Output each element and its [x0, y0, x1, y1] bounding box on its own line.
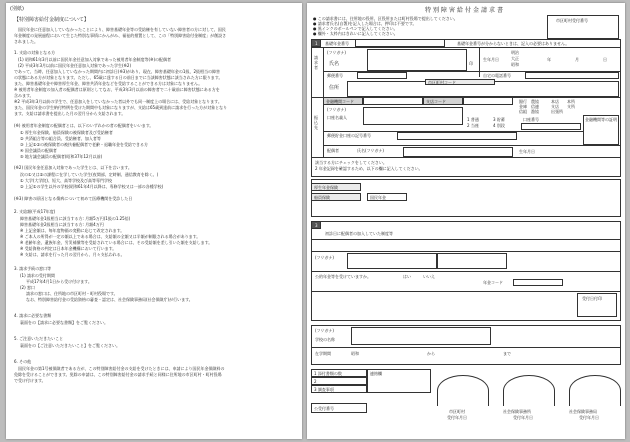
notice-title: 【特別障害給付金制度について】: [14, 17, 89, 23]
receipt-label: 社会保険事務所: [503, 409, 531, 414]
text-line: 裏面をの【ご注意いただきたいこと】をご覧ください。: [20, 343, 120, 348]
stamp-circle: [437, 375, 489, 406]
section-title: 5. ご注意いただきたいこと: [14, 336, 64, 341]
spouse-name-input[interactable]: [403, 147, 513, 157]
instruction-line: ● この請求書には、住所地の役所、区役所または町村役場で提出してください。: [313, 16, 458, 21]
account-kind[interactable]: 3 貯蓄: [493, 117, 505, 122]
section-title: 3. 請求手続の窓口等: [14, 266, 52, 271]
furigana-label: (フリガナ): [315, 255, 334, 260]
account-kind[interactable]: 4 別段: [493, 123, 505, 128]
section-title: 1. 支給の対象となる方: [14, 50, 56, 55]
subsection-title: (※) 被用者年金制度の配偶者とは、以下のいずれかの者の配偶者をいいます。: [14, 123, 154, 128]
era-option[interactable]: 昭和: [511, 62, 519, 67]
receipt-sub: 受付年月日: [447, 415, 467, 420]
text-line: なお、特別障害給付金の受給資格の審査・認定は、社会保険事務局(社会保険庁)が行います。: [26, 297, 193, 302]
era-option: 昭和: [351, 351, 359, 356]
text-line: で受け付けます。: [14, 378, 46, 383]
birth-label: 生年月日: [483, 57, 499, 62]
postal-bank-label: 郵便貯金口座の記号番号: [327, 133, 371, 138]
form-title: 特別障害給付金請求書: [425, 7, 506, 14]
name-input[interactable]: [367, 49, 467, 71]
office-row: 3 調査事項: [311, 385, 367, 393]
spouse-dob-input[interactable]: [437, 253, 507, 269]
history-row-label: 船員保険: [311, 193, 361, 201]
section-number: 3: [311, 221, 321, 229]
bank-type[interactable]: 銀行: [519, 99, 527, 104]
bank-cert-box: 金融機関等の証明: [583, 115, 619, 145]
account-no-label: 口座番号: [523, 117, 539, 122]
branch-type[interactable]: 支店: [551, 104, 559, 109]
furigana-label: (フリガナ): [315, 328, 334, 333]
list-item: ⑤ 地方議会議員の配偶者(昭和37年12月以前): [20, 154, 103, 159]
list-item: ③ 上記①②の被保険者の被扶養配偶者で老齢・退職年金を受給できる方: [20, 142, 149, 147]
text-line: ※ 被用者年金制度の加入者の配偶者は原則としてなお、平成3年3月以前の障害者で二十歳前に障害状態にある方を: [14, 87, 220, 92]
text-line: 請求の窓口は、住所地の市区町村・町村役場です。: [26, 291, 118, 296]
contact-box: 連絡欄: [367, 369, 431, 393]
account-type[interactable]: 1 普通: [467, 117, 479, 122]
furigana-label: (フリガナ): [327, 107, 346, 112]
text-line: 免除を受けることができます。免除の申請は、この特別障害給付金の請求手続と同様に住所地の市区町村・町村役場: [14, 372, 222, 377]
footnote: (※3) 障害の原因となる傷病について初めて医療機関を受診した日: [14, 196, 133, 201]
text-line: 障害基礎年金1級相当に該当する方: 月額5万円(1級の1.25倍): [20, 216, 131, 221]
text-line: ※2 平成3年3月以前の学生で、任意加入をしていなかった者以外でも同一制度上の場合には、受給対象となります。: [14, 99, 222, 104]
office-number-box: [547, 15, 619, 39]
bank-type[interactable]: 信連: [531, 104, 539, 109]
history-row-label: 厚生年金保険: [311, 183, 361, 191]
branch-code-input[interactable]: [463, 97, 513, 105]
form-number: (別紙): [10, 6, 24, 12]
history-row-label: 国民年金: [367, 193, 407, 201]
receipt-label: 市区町村: [449, 409, 465, 414]
school-input[interactable]: [351, 327, 491, 345]
text-line: ※ 老齢年金、遺族年金、労災補償等を受給されている場合には、その受給額を差し引いた額を支給します。: [20, 240, 213, 245]
pension-code-input[interactable]: [513, 279, 563, 286]
postal-bank-input[interactable]: [397, 132, 517, 140]
text-line: 含みます。: [14, 93, 34, 98]
text-line: 裏面をの【請求に必要な書類】をご覧ください。: [20, 320, 108, 325]
text-line: また、障害基礎年金や障害厚生年金、障害共済年金などを受給することができる方は対象になりません。: [14, 81, 203, 86]
branch-type[interactable]: 本所: [567, 99, 575, 104]
pension-history-note: 2 年金記録を確認するため、以下の欄に記入してください。: [315, 166, 423, 171]
bank-type[interactable]: 漁協: [531, 109, 539, 114]
furigana-label: 氏名(フリガナ): [357, 148, 384, 153]
list-item: ① 厚生年金保険、船員保険の被保険者及び受給権者: [20, 130, 113, 135]
postal-label: 郵便番号: [327, 73, 343, 78]
branch-code-header: 支店コード: [423, 97, 463, 105]
phone-label: 自宅の電話番号: [483, 73, 511, 78]
ymd-label: 日: [603, 57, 607, 62]
text-line: (2) 窓口: [20, 285, 35, 290]
bank-type[interactable]: 金庫: [519, 104, 527, 109]
section-title: 4. 請求に必要な書類: [14, 313, 52, 318]
spouse-status-label: 初診日に配偶者の加入していた制度等: [325, 231, 393, 236]
text-line: 平成17年4月1日から受け付けます。: [26, 279, 92, 284]
era-option[interactable]: 大正: [511, 56, 519, 61]
branch-type[interactable]: 本店: [551, 99, 559, 104]
section-title: 6. その他: [14, 359, 32, 364]
postal-input[interactable]: [357, 72, 407, 79]
claim-form-page: [307, 3, 625, 439]
notice-page: [6, 3, 302, 439]
received-no-box: 公受付番号: [311, 403, 367, 413]
era-option[interactable]: 明治: [511, 50, 519, 55]
text-line: (1) 昭和61年3月以前に国民年金任意加入対象であった被用者年金制度等(※)の配偶者: [18, 57, 172, 62]
text-line: ※ 受給資格の判定は日本年金機構において行います。: [20, 246, 117, 251]
instruction-line: ● 黒インクのボールペンで記入してください。: [313, 26, 398, 31]
bank-code-input[interactable]: [363, 97, 423, 105]
basic-pension-no-input[interactable]: [355, 39, 445, 47]
spouse-name-label: 配偶者: [327, 148, 339, 153]
text-line: 次の①又は②の課程に在学していた学生(夜間部、定時制、通信教育を除く。): [20, 172, 159, 177]
text-line: ① 大学(大学院)、短大、高等学校及び高等専門学校: [20, 178, 112, 183]
phone-input[interactable]: [525, 72, 619, 79]
bank-code-header: 金融機関コード: [323, 97, 363, 105]
receipt-label: 社会保険事務局: [569, 409, 597, 414]
bank-type[interactable]: 信組: [519, 109, 527, 114]
ymd-label: 年: [547, 57, 551, 62]
account-holder-input[interactable]: [363, 107, 463, 125]
account-holder-label: 口座名義人: [327, 115, 347, 120]
text-line: ※ ご本人の所得が一定の額以上である場合は、支給額の全額又は半額が制限される場合があります。: [20, 234, 201, 239]
claimant-label: 請求者: [314, 55, 318, 70]
text-line: ② 上記①の学生以外の学校(昭和61年4月以降は、専修学校又は一部の各種学校): [20, 184, 164, 189]
instruction-line: ● 請求者氏名(自署)を記入した場合は、押印は不要です。: [313, 21, 417, 26]
subsection-title: (※2) 国民年金任意加入対象であった学生とは、以下を言います。: [14, 165, 132, 170]
intro-line: されました。: [14, 39, 38, 44]
name-label: 氏名: [329, 61, 340, 67]
basic-pension-note: 基礎年金番号が分からないときは、記入の必要はありません。: [457, 41, 570, 46]
pension-code-label: 年金コード: [483, 280, 503, 285]
spouse-info-input[interactable]: [347, 253, 437, 269]
spouse-dob-label: 生年月日: [519, 149, 535, 154]
address-label: 住所: [329, 85, 340, 91]
text-line: ます。支給は請求書を提出した月の翌月分から支給されます。: [14, 111, 126, 116]
no-option[interactable]: いいえ: [423, 274, 435, 279]
intro-line: 年金制度の発展過程において生じた特別な事情にかんがみ、福祉的措置として、この「特別障害給付金制度」が創設さ: [14, 33, 227, 38]
account-no-input[interactable]: [521, 123, 581, 130]
school-period-label: 在学期間: [315, 351, 331, 356]
furigana-label: (フリガナ): [327, 50, 346, 55]
branch-type[interactable]: 支所: [567, 104, 575, 109]
text-line: であって、当時、任意加入していなかった期間内に初診日(※3)があり、現在、障害基礎年金の1級、2級相当の障害: [14, 69, 220, 74]
account-type[interactable]: 2 当座: [467, 123, 479, 128]
office-row: 2: [311, 377, 367, 385]
stamp-circle: [569, 375, 621, 406]
seal-mark: 印: [469, 61, 473, 66]
school-label: 学校の名称: [315, 337, 335, 342]
bank-type[interactable]: 農協: [531, 99, 539, 104]
receipt-sub: 受付年月日: [513, 415, 533, 420]
payee-label: 振込先: [314, 115, 318, 130]
section-number: 1: [311, 39, 321, 47]
check-note: 該当する方にチェックをしてください。: [315, 160, 387, 165]
basic-pension-no-label: 基礎年金番号: [325, 41, 349, 46]
other-pension-note: 公的年金等を受けていますか。: [315, 274, 371, 279]
office-row: 1 添付書類の数: [311, 369, 367, 377]
stamp-circle: [503, 375, 555, 406]
intro-line: 国民年金に任意加入していなかったことにより、障害基礎年金等の受給権を有していない障害者の方に対して、国民: [18, 27, 226, 32]
local-code-box: 市区町村コード: [425, 79, 495, 85]
text-line: (1) 請求の受付期間: [20, 273, 55, 278]
stamp-box: 受付日付印: [577, 293, 617, 317]
text-line: (2) 平成3年3月以前に国民年金任意加入対象であった学生(※2): [18, 63, 132, 68]
from-label: から: [427, 351, 435, 356]
list-item: ④ 国会議員の配偶者: [20, 148, 57, 153]
receipt-sub: 受付年月日: [579, 415, 599, 420]
text-line: 国民年金の第1号被保険者である方が、この特別障害給付金の支給を受けたときには、申請により国民年金保険料の: [18, 366, 225, 371]
text-line: 障害基礎年金2級相当に該当する方: 月額4万円: [20, 222, 104, 227]
text-line: また、国民年金の学生納付特例を受けた期間中も対象になりますが、支給は65歳到達前に請求を行った方が対象となり: [14, 105, 228, 110]
yes-option[interactable]: はい: [403, 274, 411, 279]
text-line: ※ 上記金額は、毎年度物価の変動に応じて改定されます。: [20, 228, 125, 233]
text-line: ※ 支給は、請求を行った月の翌月から、月々支払われる。: [20, 252, 125, 257]
section-title: 2. 支給額(平成17年度): [14, 209, 56, 214]
list-item: ② 共済組合等の組合員、受給権者、加入者等: [20, 136, 101, 141]
branch-type[interactable]: 出張所: [551, 109, 563, 114]
text-line: の状態にある方が対象となります。ただし、65歳に達する日の前日までに当該障害状態に該当された方に限ります。: [14, 75, 223, 80]
office-number-label: 市区町村受付番号: [556, 18, 588, 23]
instruction-line: ● 欄外・太枠内はきれいに記入してください。: [313, 31, 398, 36]
ymd-label: 月: [575, 57, 579, 62]
to-label: まで: [503, 351, 511, 356]
